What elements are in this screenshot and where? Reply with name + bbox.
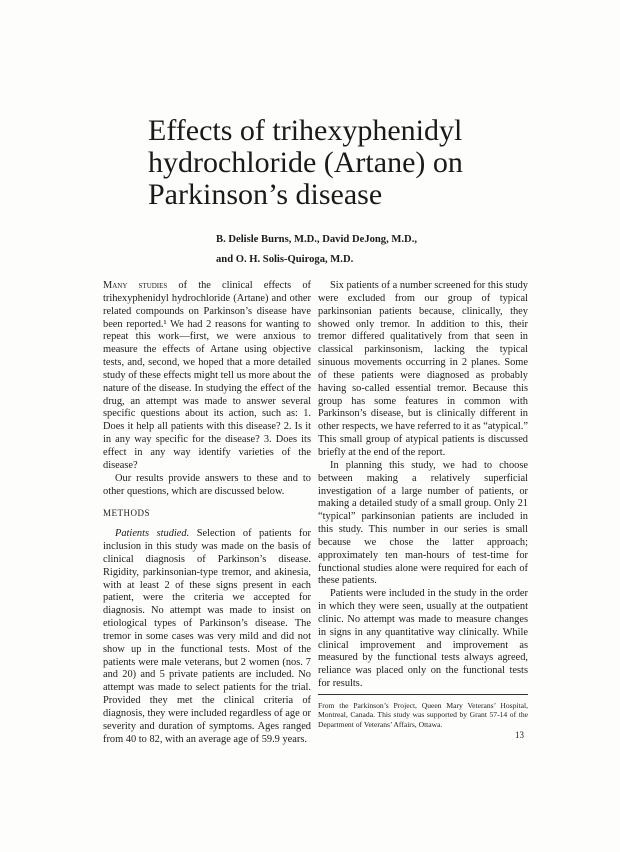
left-column (103, 280, 311, 747)
article-title (148, 115, 528, 211)
intro-text: of the clinical effects of trihexyphenidyl hydrochloride (Artane) and other related compounds on Parkinson’s disease have been reported.¹ We had 2 reasons for wanting to repeat this work—first, we were anxious to measure the effects of Artane using objective tests, and, second, we hoped that a more detailed study of these effects might tell us more about the nature of the disease. In studying the effect of the drug, an attempt was made to answer several specific questions about its action, such as: 1. Does it help all patients with this disease? 2. Is it in any way specific for the disease? 3. Does its effect in any way identify varieties of the disease? (103, 280, 311, 471)
page-number: 13 (515, 730, 524, 740)
title-line: hydrochloride (Artane) on (148, 146, 463, 179)
patients-text: Selection of patients for inclusion in this study was made on the basis of clinical diagnosis of Parkinson’s disease. Rigidity, parkinsonian-type tremor, and akinesia, with at least 2 of these signs present in each patient, were the criteria we accepted for diagnosis. No attempt was made to insist on etiological types of Parkinson’s disease. The tremor in some cases was very mild and did not show up in the functional tests. Most of the patients were male veterans, but 2 women (nos. 7 and 20) and 5 private patients are included. No attempt was made to select patients for the trial. Provided they met the clinical criteria of diagnosis, they were included regardless of age or severity and duration of symptoms. Ages ranged from 40 to 82, with an average age of 59.9 years. (103, 528, 311, 745)
patients-label: Patients studied. (115, 528, 190, 540)
intro-paragraph (103, 280, 311, 473)
body-paragraph: Six patients of a number screened for this study were excluded from our group of typical parkinsonian patients because, clinically, they showed only tremor. In addition to this, their tremor differed qualitatively from that seen in classical parkinsonism, lacking the typical sinuous movements occurring in 2 planes. Some of these patients were diagnosed as probably having so-called essential tremor. Because this group has some features in common with Parkinson’s disease, but is clinically different in other respects, we have referred to it as “atypical.” This small group of atypical patients is discussed briefly at the end of the report. (318, 280, 529, 458)
patients-paragraph (103, 528, 311, 746)
author-list (216, 230, 556, 270)
title-line: Effects of trihexyphenidyl (148, 114, 463, 147)
title-line: Parkinson’s disease (148, 178, 383, 211)
body-paragraph: Patients were included in the study in the order in which they were seen, usually at the outpatient clinic. No attempt was made to measure changes in signs in any quantitative way clinically. While clinical improvement and improvement as measured by the functional tests always agreed, reliance was placed only on the functional tests for results. (318, 588, 528, 690)
body-paragraph: Our results provide answers to these and to other questions, which are discussed below. (103, 472, 311, 497)
footnote: From the Parkinson’s Project, Queen Mary Veterans’ Hospital, Montreal, Canada. This study was supported by Grant 57-14 of the Department of Veterans’ Affairs, Ottawa. (318, 694, 528, 729)
intro-small-caps: Many studies (103, 280, 168, 291)
author-line: and O. H. Solis-Quiroga, M.D. (216, 254, 354, 265)
section-heading-methods: METHODS (103, 508, 151, 519)
right-column (318, 280, 528, 691)
body-paragraph: In planning this study, we had to choose between making a relatively superficial investigation of a large number of patients, or making a detailed study of a small group. Only 21 “typical” parkinsonian patients are included in this study. This number in our series is small because we chose the latter approach; approximately ten man-hours of test-time for functional studies alone were required for each of these patients. (318, 459, 528, 587)
author-line: B. Delisle Burns, M.D., David DeJong, M.D., (216, 234, 417, 245)
